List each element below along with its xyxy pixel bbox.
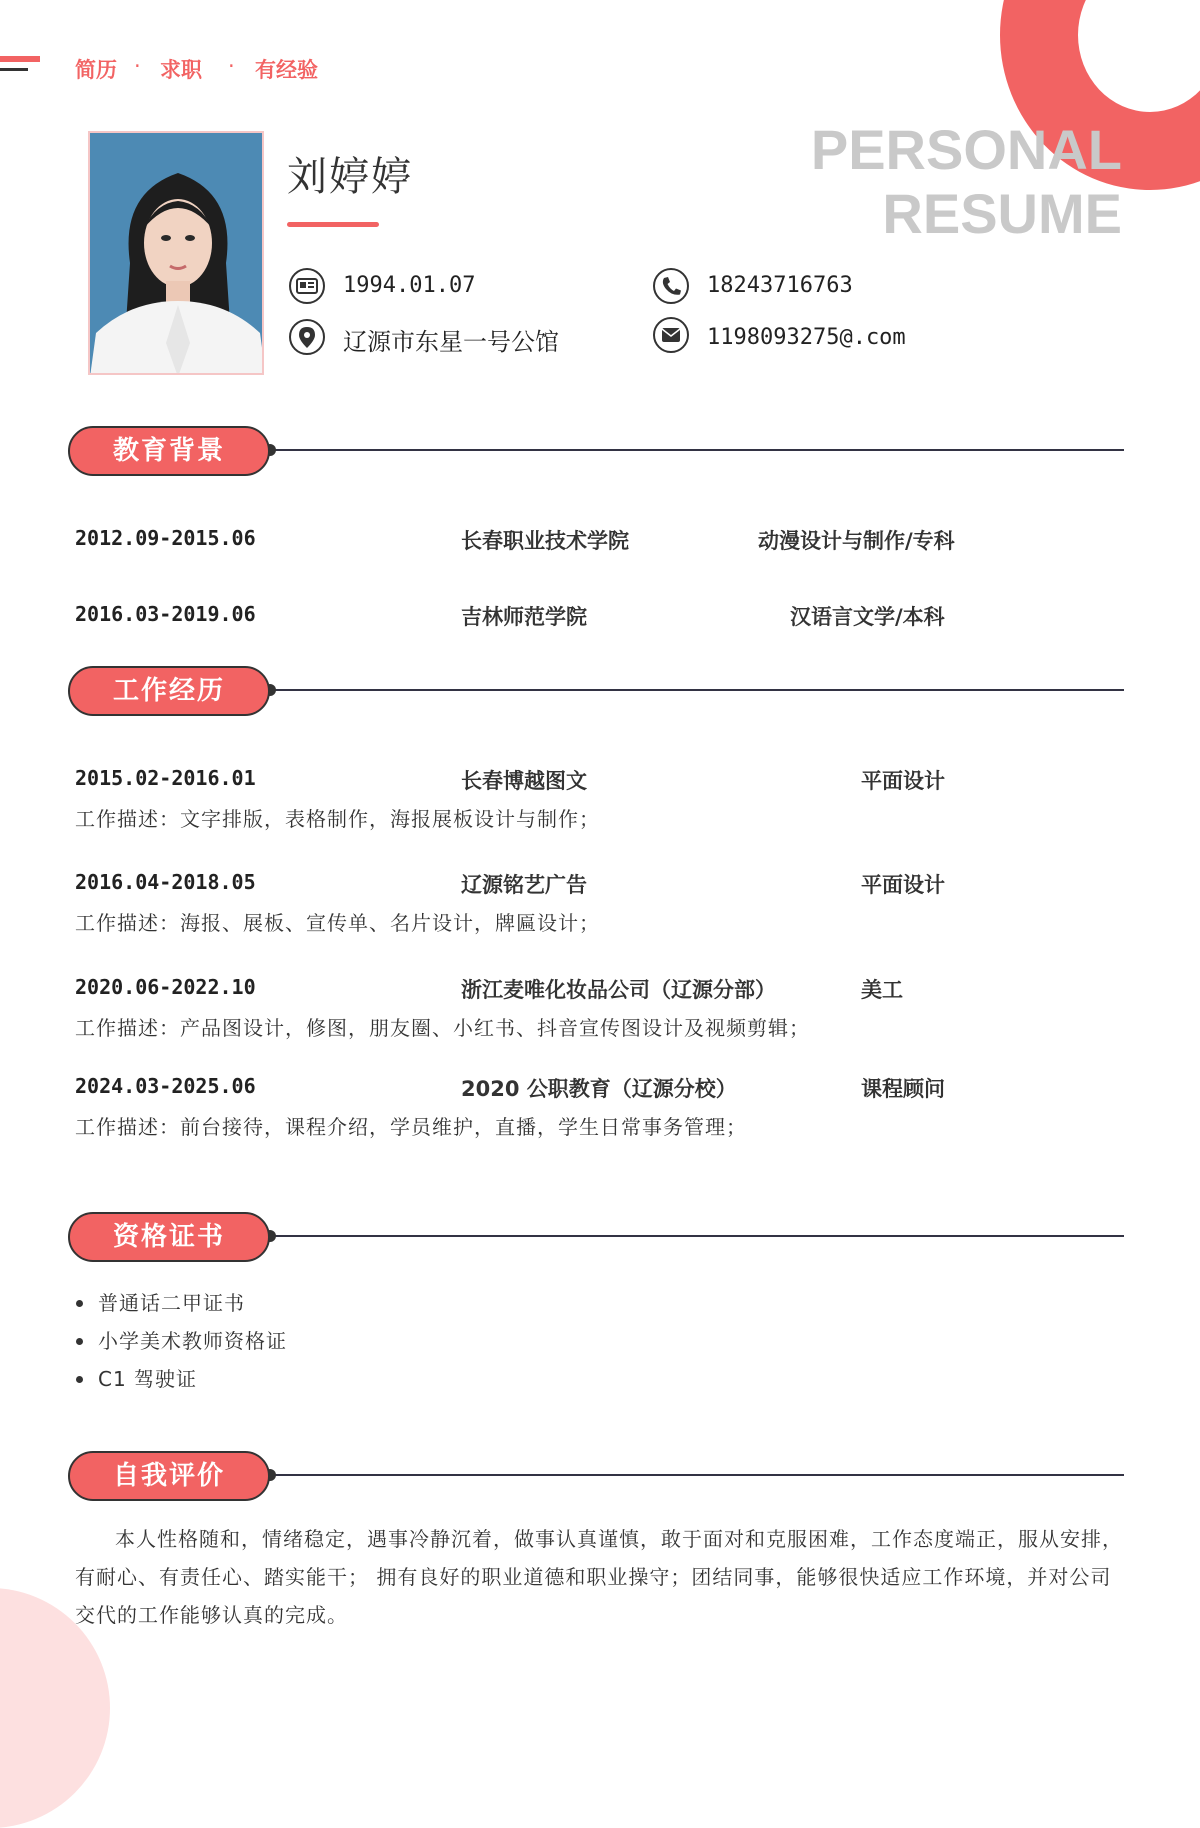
work-role: 美工	[861, 978, 903, 1002]
section-title-work: 工作经历	[68, 666, 270, 716]
person-portrait-icon	[90, 133, 264, 375]
work-company: 长春博越图文	[461, 769, 587, 793]
email-icon	[652, 316, 690, 354]
section-divider-line	[270, 1474, 1124, 1476]
address-value: 辽源市东星一号公馆	[343, 328, 559, 356]
work-role: 平面设计	[861, 873, 945, 897]
education-period: 2012.09-2015.06	[75, 526, 256, 550]
tag-experienced: 有经验	[255, 58, 318, 82]
work-role: 平面设计	[861, 769, 945, 793]
work-period: 2020.06-2022.10	[75, 975, 256, 999]
candidate-name: 刘婷婷	[287, 154, 413, 200]
education-school: 吉林师范学院	[461, 605, 587, 629]
id-card-icon	[288, 267, 326, 305]
personal-watermark: PERSONAL	[810, 118, 1122, 181]
work-period: 2016.04-2018.05	[75, 870, 256, 894]
section-divider-line	[270, 449, 1124, 451]
work-company: 2020 公职教育（辽源分校）	[461, 1077, 737, 1101]
location-pin-icon	[288, 318, 326, 356]
work-role: 课程顾问	[861, 1077, 945, 1101]
work-description: 工作描述：产品图设计，修图，朋友圈、小红书、抖音宣传图设计及视频剪辑；	[75, 1016, 810, 1040]
certificate-item: 普通话二甲证书	[98, 1291, 245, 1315]
tag-separator: ·	[134, 54, 141, 78]
email-value: 1198093275@.com	[707, 325, 906, 350]
work-period: 2015.02-2016.01	[75, 766, 256, 790]
phone-value: 18243716763	[707, 273, 853, 298]
resume-watermark: RESUME	[882, 182, 1122, 245]
self-evaluation-body: 本人性格随和，情绪稳定，遇事冷静沉着，做事认真谨慎，敢于面对和克服困难，工作态度端正，服从安排，有耐心、有责任心、踏实能干； 拥有良好的职业道德和职业操守；团结同事，能够很快适应工作环境，并对公司交代的工作能够认真的完成。	[75, 1527, 1123, 1627]
education-major: 动漫设计与制作/专科	[758, 529, 955, 553]
work-company: 浙江麦唯化妆品公司（辽源分部）	[461, 978, 776, 1002]
section-title-certificates: 资格证书	[68, 1212, 270, 1262]
profile-photo	[88, 131, 264, 375]
work-period: 2024.03-2025.06	[75, 1074, 256, 1098]
tag-resume: 简历	[75, 58, 117, 82]
phone-icon	[652, 267, 690, 305]
top-dark-bar	[0, 68, 28, 71]
tag-job-seeking: 求职	[160, 58, 202, 82]
work-description: 工作描述：海报、展板、宣传单、名片设计，牌匾设计；	[75, 911, 600, 935]
work-description: 工作描述：文字排版，表格制作，海报展板设计与制作；	[75, 807, 600, 831]
self-evaluation-text	[75, 1520, 1125, 1634]
education-major: 汉语言文学/本科	[790, 605, 945, 629]
certificate-item: C1 驾驶证	[98, 1367, 198, 1391]
top-accent-bar	[0, 56, 40, 62]
work-company: 辽源铭艺广告	[461, 873, 587, 897]
education-period: 2016.03-2019.06	[75, 602, 256, 626]
bullet-icon	[76, 1300, 83, 1307]
tag-separator: ·	[228, 54, 235, 78]
name-underline	[287, 222, 379, 227]
certificate-item: 小学美术教师资格证	[98, 1329, 287, 1353]
work-description: 工作描述：前台接待，课程介绍，学员维护，直播，学生日常事务管理；	[75, 1115, 747, 1139]
section-divider-line	[270, 1235, 1124, 1237]
bullet-icon	[76, 1376, 83, 1383]
bullet-icon	[76, 1338, 83, 1345]
section-divider-line	[270, 689, 1124, 691]
birthday-value: 1994.01.07	[343, 273, 476, 298]
section-title-evaluation: 自我评价	[68, 1451, 270, 1501]
section-title-education: 教育背景	[68, 426, 270, 476]
education-school: 长春职业技术学院	[461, 529, 629, 553]
